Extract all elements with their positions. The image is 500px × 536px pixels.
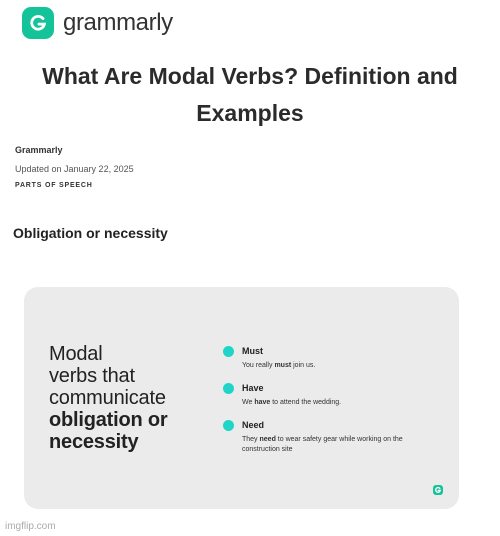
g-glyph-icon xyxy=(27,12,49,34)
item-title: Have xyxy=(242,383,264,393)
list-item xyxy=(228,383,438,408)
site-header xyxy=(22,6,173,40)
infographic-card xyxy=(24,287,459,509)
item-example: You really must join us. xyxy=(242,362,316,369)
category-link[interactable]: PARTS OF SPEECH xyxy=(15,182,93,189)
brand-name[interactable]: grammarly xyxy=(63,9,173,36)
section-heading: Obligation or necessity xyxy=(13,225,168,241)
watermark: imgflip.com xyxy=(5,521,56,532)
grammarly-logo-icon[interactable] xyxy=(22,7,54,39)
card-heading-bold: necessity xyxy=(49,431,139,453)
card-heading-line: verbs that xyxy=(49,365,135,387)
updated-date: Updated on January 22, 2025 xyxy=(15,164,134,174)
card-heading-line: Modal xyxy=(49,343,103,365)
grammarly-small-logo-icon xyxy=(433,485,443,495)
card-heading xyxy=(49,343,209,453)
modal-verb-list xyxy=(228,346,438,467)
bullet-dot-icon xyxy=(223,346,234,357)
item-title: Must xyxy=(242,346,263,356)
item-example: They need to wear safety gear while working on the construction site xyxy=(242,436,403,453)
list-item xyxy=(228,346,438,371)
bullet-dot-icon xyxy=(223,420,234,431)
list-item xyxy=(228,420,438,455)
page-title: What Are Modal Verbs? Definition and Examples xyxy=(42,63,458,126)
card-heading-line: communicate xyxy=(49,387,166,409)
item-title: Need xyxy=(242,420,265,430)
card-heading-bold: obligation or xyxy=(49,409,168,431)
bullet-dot-icon xyxy=(223,383,234,394)
g-glyph-icon xyxy=(434,486,442,494)
item-example: We have to attend the wedding. xyxy=(242,399,342,406)
author-link[interactable]: Grammarly xyxy=(15,145,63,155)
